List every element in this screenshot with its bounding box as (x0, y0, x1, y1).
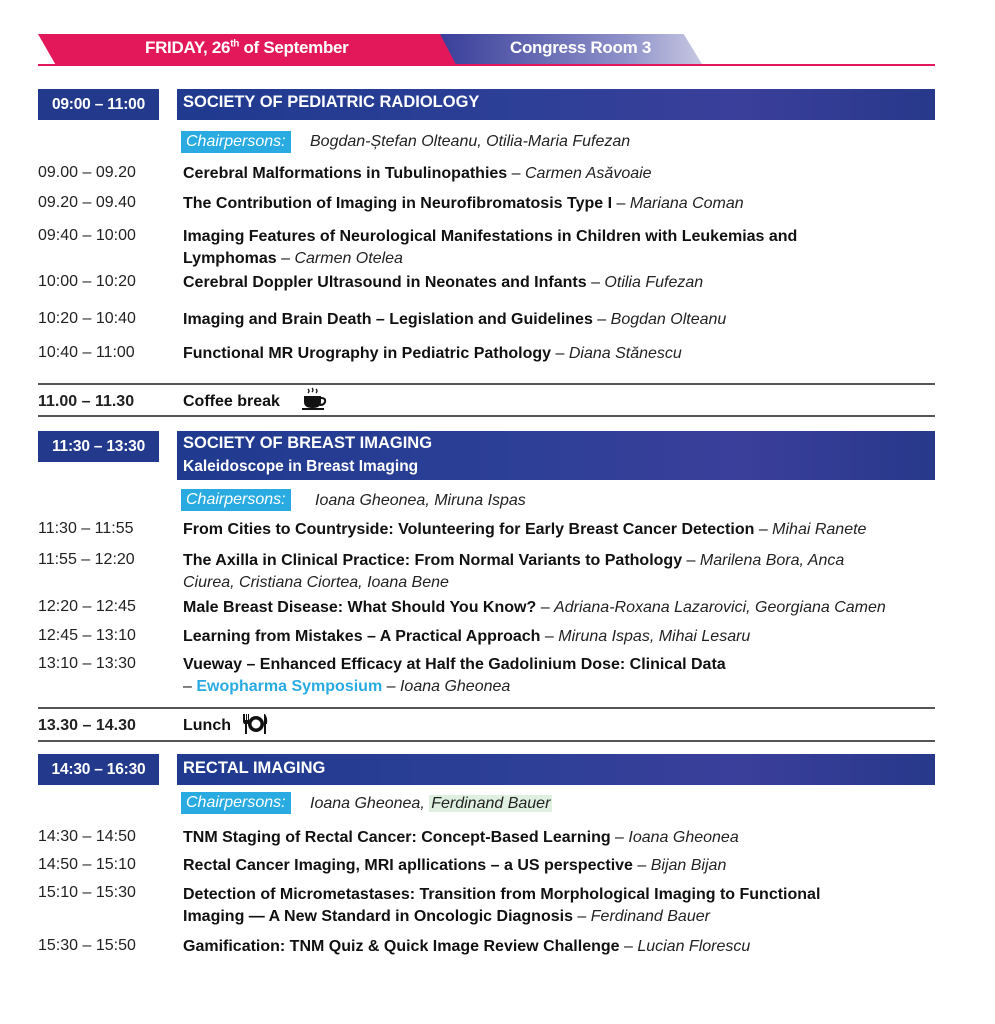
talk-item: Functional MR Urography in Pediatric Pathology – Diana Stănescu (183, 345, 682, 362)
talk-time: 12:45 – 13:10 (38, 627, 136, 644)
chairpersons-names: Ioana Gheonea, Ferdinand Bauer (310, 795, 551, 812)
session-title-bar (177, 754, 935, 785)
chairpersons-tag: Chairpersons: (181, 792, 291, 814)
talk-time: 14:50 – 15:10 (38, 856, 136, 873)
talk-item: Male Breast Disease: What Should You Know? – Adriana-Roxana Lazarovici, Georgiana Camen (183, 599, 886, 616)
talk-item: Rectal Cancer Imaging, MRI apllications – a US perspective – Bijan Bijan (183, 857, 727, 874)
symposium-label: Ewopharma Symposium (196, 678, 383, 695)
talk-item: Imaging Features of Neurological Manifestations in Children with Leukemias and Lymphomas – Carmen Otelea (183, 228, 798, 267)
break-time: 11.00 – 11.30 (38, 393, 135, 410)
talk-time: 09.00 – 09.20 (38, 164, 136, 181)
break-label: Lunch (183, 717, 231, 734)
talk-time: 11:30 – 11:55 (38, 520, 134, 537)
talk-time: 12:20 – 12:45 (38, 598, 136, 615)
header-divider (38, 64, 935, 66)
divider (38, 383, 935, 385)
divider (38, 415, 935, 417)
talk-item: Imaging and Brain Death – Legislation and Guidelines – Bogdan Olteanu (183, 311, 727, 328)
divider (38, 707, 935, 709)
talk-time: 10:20 – 10:40 (38, 310, 136, 327)
talk-item: Gamification: TNM Quiz & Quick Image Review Challenge – Lucian Florescu (183, 938, 751, 955)
talk-item: TNM Staging of Rectal Cancer: Concept-Based Learning – Ioana Gheonea (183, 829, 739, 846)
talk-item: Vueway – Enhanced Efficacy at Half the Gadolinium Dose: Clinical Data – Ewopharma Symposium – Ioana Gheonea (183, 656, 726, 695)
talk-time: 10:00 – 10:20 (38, 273, 136, 290)
room-label: Congress Room 3 (510, 38, 651, 57)
session-title: SOCIETY OF BREAST IMAGING (183, 434, 433, 452)
session-time-box: 09:00 – 11:00 (38, 89, 159, 120)
day-label: FRIDAY, 26th of September (145, 38, 349, 57)
divider (38, 740, 935, 742)
talk-item: From Cities to Countryside: Volunteering for Early Breast Cancer Detection – Mihai Ranete (183, 521, 867, 538)
session-subtitle: Kaleidoscope in Breast Imaging (183, 458, 419, 475)
talk-time: 15:10 – 15:30 (38, 884, 136, 901)
talk-time: 09.20 – 09.40 (38, 194, 136, 211)
session-title-bar (177, 431, 935, 480)
talk-item: The Contribution of Imaging in Neurofibromatosis Type I – Mariana Coman (183, 195, 744, 212)
talk-time: 13:10 – 13:30 (38, 655, 136, 672)
chairpersons-tag: Chairpersons: (181, 489, 291, 511)
talk-time: 14:30 – 14:50 (38, 828, 136, 845)
talk-item: Learning from Mistakes – A Practical Approach – Miruna Ispas, Mihai Lesaru (183, 628, 751, 645)
session-title-bar (177, 89, 935, 120)
session-title: RECTAL IMAGING (183, 759, 326, 777)
chairpersons-names: Ioana Gheonea, Miruna Ispas (315, 492, 526, 509)
session-time-box: 11:30 – 13:30 (38, 431, 159, 462)
session-title: SOCIETY OF PEDIATRIC RADIOLOGY (183, 93, 480, 111)
coffee-cup-icon (302, 387, 328, 416)
session-time-box: 14:30 – 16:30 (38, 754, 159, 785)
break-time: 13.30 – 14.30 (38, 717, 136, 734)
talk-item: The Axilla in Clinical Practice: From Normal Variants to Pathology – Marilena Bora, Anca Ciurea, Cristiana Ciortea, Ioana Bene (183, 552, 845, 591)
cutlery-icon (241, 713, 269, 740)
chairpersons-names: Bogdan-Ștefan Olteanu, Otilia-Maria Fufezan (310, 133, 631, 150)
talk-item: Detection of Micrometastases: Transition from Morphological Imaging to Functional Imaging — A New Standard in Oncologic Diagnosis – Ferdinand Bauer (183, 886, 821, 925)
talk-item: Cerebral Malformations in Tubulinopathies – Carmen Asăvoaie (183, 165, 652, 182)
chairpersons-tag: Chairpersons: (181, 131, 291, 153)
talk-time: 10:40 – 11:00 (38, 344, 135, 361)
talk-time: 15:30 – 15:50 (38, 937, 136, 954)
break-label: Coffee break (183, 393, 280, 410)
talk-item: Cerebral Doppler Ultrasound in Neonates and Infants – Otilia Fufezan (183, 274, 704, 291)
talk-time: 11:55 – 12:20 (38, 551, 135, 568)
talk-time: 09:40 – 10:00 (38, 227, 136, 244)
